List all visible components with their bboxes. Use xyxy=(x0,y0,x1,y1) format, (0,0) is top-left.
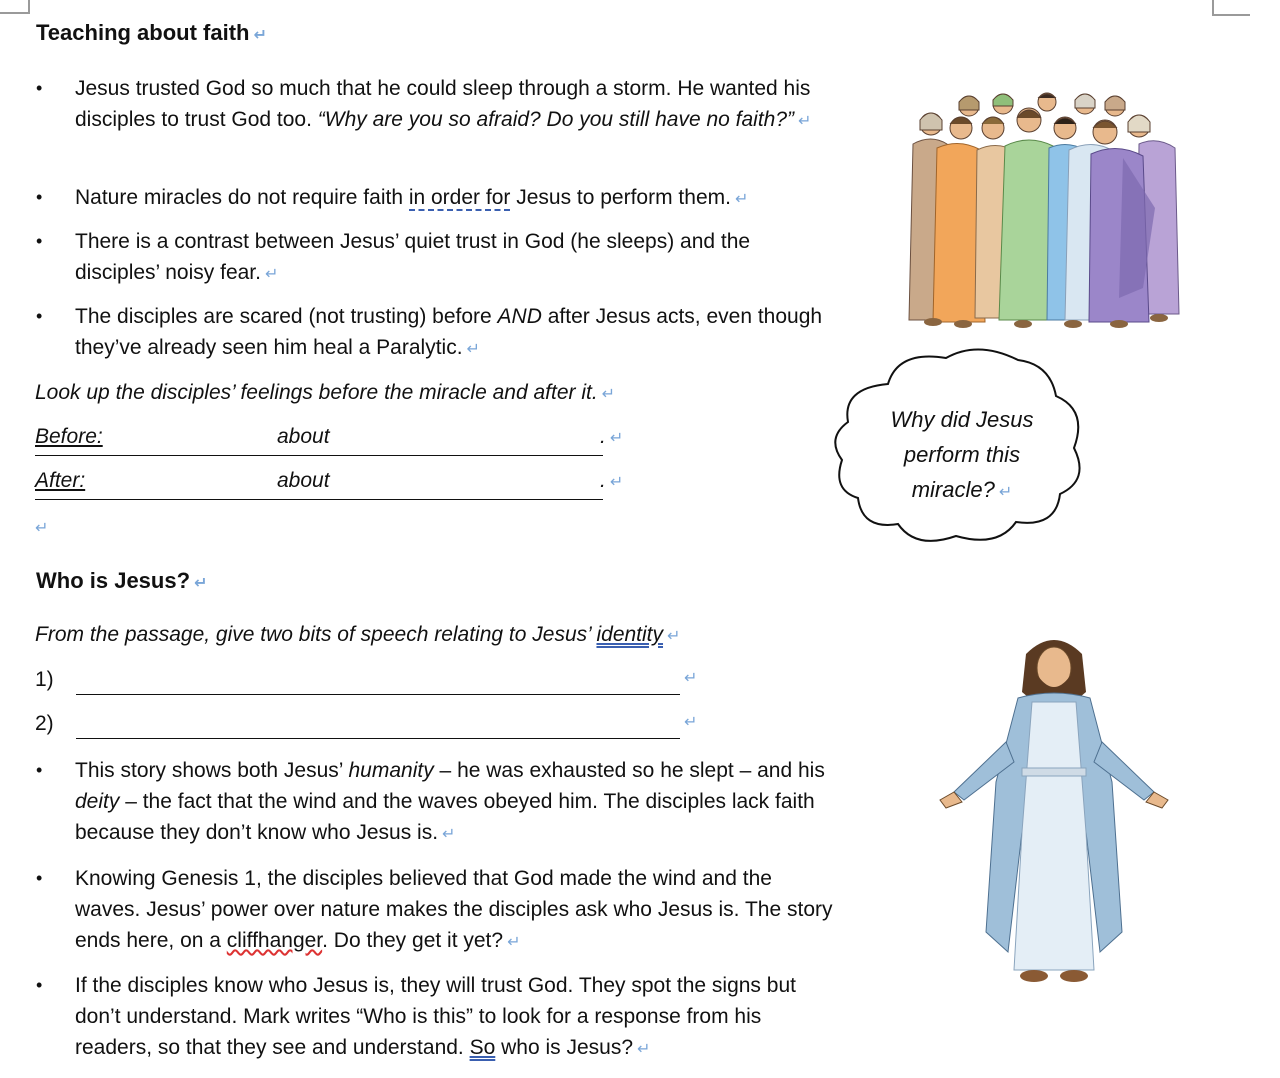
instruction-text: Look up the disciples’ feelings before the miracle and after it. ↵ xyxy=(35,381,616,404)
empty-paragraph: ↵ xyxy=(35,520,49,537)
page-corner-mark xyxy=(0,0,30,14)
section-heading-who-is-jesus: Who is Jesus? ↵ xyxy=(36,568,208,593)
jesus-illustration xyxy=(936,632,1172,990)
instruction-text: From the passage, give two bits of speech relating to Jesus’ identity ↵ xyxy=(35,623,681,646)
section-heading-faith: Teaching about faith ↵ xyxy=(36,20,267,45)
page-corner-mark xyxy=(1212,0,1250,16)
disciples-illustration xyxy=(893,88,1185,328)
cloud-question: Why did Jesus perform this miracle? ↵ xyxy=(890,407,1034,502)
